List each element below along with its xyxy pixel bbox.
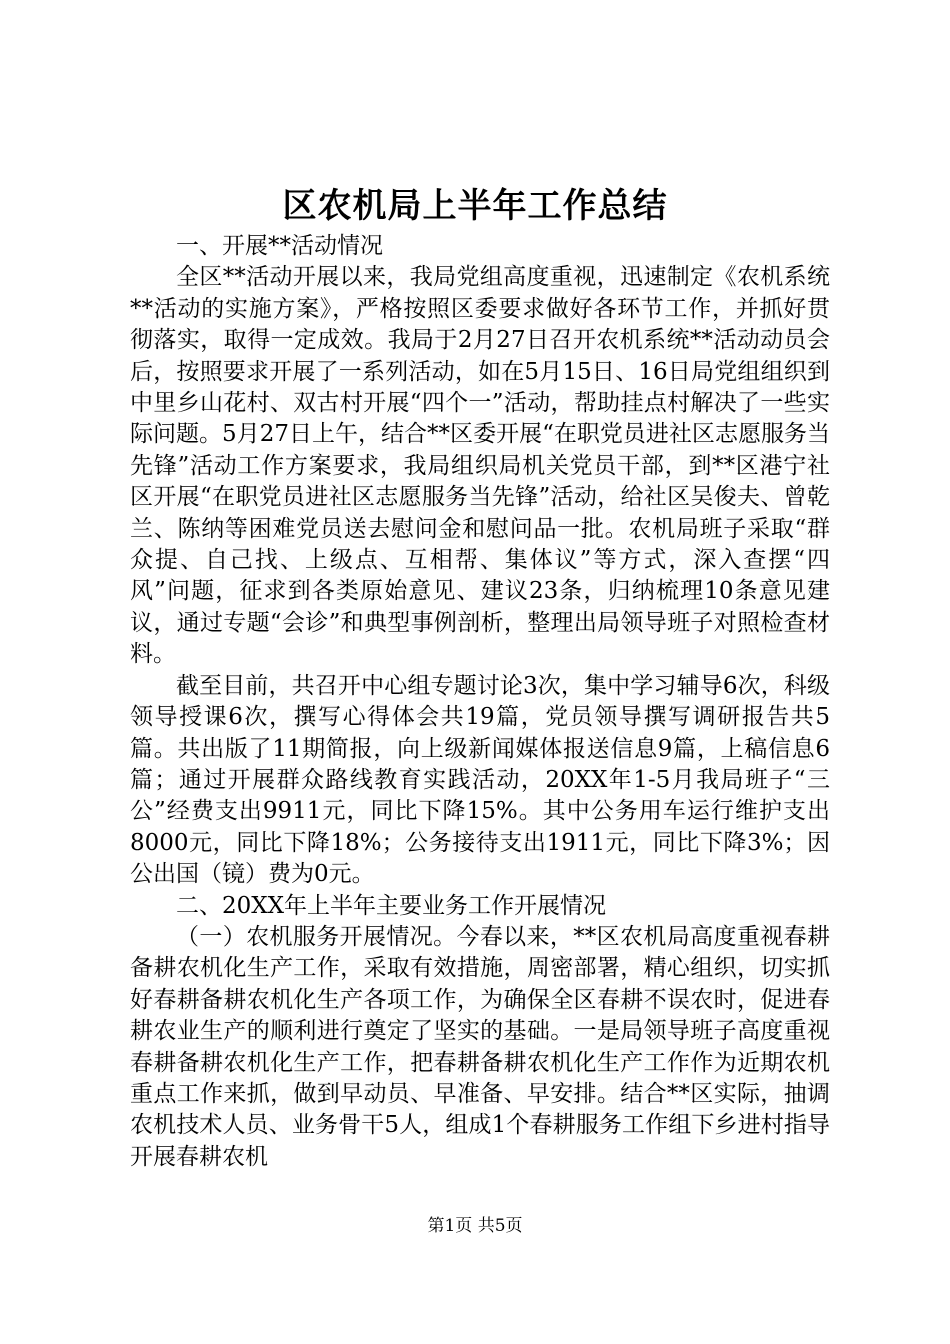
document-title: 区农机局上半年工作总结 xyxy=(282,186,668,226)
section-heading: 二、20XX年上半年主要业务工作开展情况 xyxy=(176,892,607,919)
body-paragraph: （一）农机服务开展情况。今春以来，**区农机局高度重视春耕备耕农机化生产工作，采取有效措施，周密部署，精心组织，切实抓好春耕备耕农机化生产各项工作，为确保全区春耕不误农时，促进春耕农业生产的顺利进行奠定了坚实的基础。一是局领导班子高度重视春耕备耕农机化生产工作，把春耕备耕农机化生产工作作为近期农机重点工作来抓，做到早动员、早准备、早安排。结合**区实际，抽调农机技术人员、业务骨干5人，组成1个春耕服务工作组下乡进村指导开展春耕农机 xyxy=(130,923,830,1170)
page-number-footer: 第1页 共5页 xyxy=(427,1216,523,1236)
body-paragraph: 截至目前，共召开中心组专题讨论3次，集中学习辅导6次，科级领导授课6次，撰写心得体会共19篇，党员领导撰写调研报告共5篇。共出版了11期简报，向上级新闻媒体报送信息9篇，上稿信息6篇；通过开展群众路线教育实践活动，20XX年1-5月我局班子“三公”经费支出9911元，同比下降15%。其中公务用车运行维护支出8000元，同比下降18%；公务接待支出1911元，同比下降3%；因公出国（镜）费为0元。 xyxy=(130,672,830,888)
section-heading: 一、开展**活动情况 xyxy=(176,233,383,259)
body-paragraph: 全区**活动开展以来，我局党组高度重视，迅速制定《农机系统**活动的实施方案》，严格按照区委要求做好各环节工作，并抓好贯彻落实，取得一定成效。我局于2月27日召开农机系统**活动动员会后，按照要求开展了一系列活动，如在5月15日、16日局党组组织到中里乡山花村、双古村开展“四个一”活动，帮助挂点村解决了一些实际问题。5月27日上午，结合**区委开展“在职党员进社区志愿服务当先锋”活动工作方案要求，我局组织局机关党员干部，到**区港宁社区开展“在职党员进社区志愿服务当先锋”活动，给社区吴俊夫、曾乾兰、陈纳等困难党员送去慰问金和慰问品一批。农机局班子采取“群众提、自己找、上级点、互相帮、集体议”等方式，深入查摆“四风”问题，征求到各类原始意见、建议23条，归纳梳理10条意见建议，通过专题“会诊”和典型事例剖析，整理出局领导班子对照检查材料。 xyxy=(130,264,830,668)
document-body xyxy=(130,231,830,1173)
